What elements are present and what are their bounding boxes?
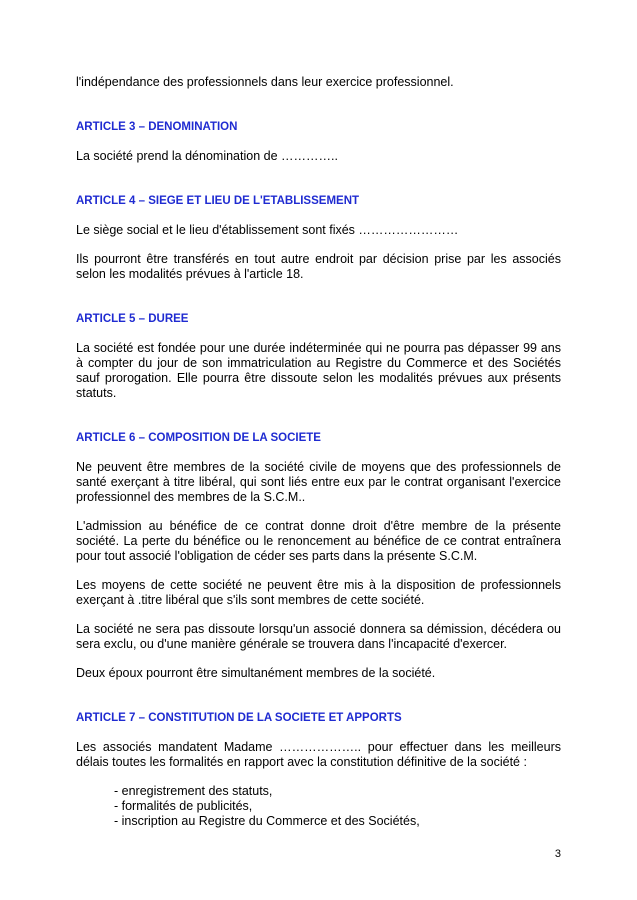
article-4-paragraph-2: Ils pourront être transférés en tout autre endroit par décision prise par les associés selon les modalités prévues à l'article 18.	[76, 252, 561, 281]
article-3-paragraph-1: La société prend la dénomination de …………..	[76, 149, 338, 163]
page-number: 3	[554, 848, 561, 860]
article-6-paragraph-2: L'admission au bénéfice de ce contrat donne droit d'être membre de la présente société. La perte du bénéfice ou le renoncement au bénéfice de ce contrat entraînera pour tout associé l'obligation de céder ses parts dans la présente S.C.M.	[76, 519, 561, 563]
article-3-heading: ARTICLE 3 – DENOMINATION	[76, 121, 238, 133]
intro-paragraph: l'indépendance des professionnels dans leur exercice professionnel.	[76, 75, 454, 89]
article-5-paragraph-1: La société est fondée pour une durée indéterminée qui ne pourra pas dépasser 99 ans à compter du jour de son immatriculation au Registre du Commerce et des Sociétés sauf prorogation. Elle pourra être dissoute selon les modalités prévues aux présents statuts.	[76, 341, 561, 400]
article-6-paragraph-3: Les moyens de cette société ne peuvent être mis à la disposition de professionnels exerçant à .titre libéral que s'ils sont membres de cette société.	[76, 578, 561, 607]
article-6-paragraph-4: La société ne sera pas dissoute lorsqu'un associé donnera sa démission, décédera ou sera exclu, ou d'une manière générale se trouvera dans l'incapacité d'exercer.	[76, 622, 561, 651]
list-item: - enregistrement des statuts,	[114, 784, 273, 798]
list-item: - inscription au Registre du Commerce et des Sociétés,	[114, 814, 420, 828]
article-6-paragraph-5: Deux époux pourront être simultanément membres de la société.	[76, 666, 436, 680]
article-5-heading: ARTICLE 5 – DUREE	[76, 313, 189, 325]
article-4-heading: ARTICLE 4 – SIEGE ET LIEU DE L'ETABLISSEMENT	[76, 195, 360, 207]
list-item: - formalités de publicités,	[114, 799, 253, 813]
article-7-paragraph-1: Les associés mandatent Madame ……………….. pour effectuer dans les meilleurs délais toutes les formalités en rapport avec la constitution définitive de la société :	[76, 740, 561, 769]
article-6-heading: ARTICLE 6 – COMPOSITION DE LA SOCIETE	[76, 432, 321, 444]
article-4-paragraph-1: Le siège social et le lieu d'établissement sont fixés ……………………	[76, 223, 459, 237]
page-content	[76, 75, 561, 829]
article-7-heading: ARTICLE 7 – CONSTITUTION DE LA SOCIETE ET APPORTS	[76, 712, 402, 724]
article-6-paragraph-1: Ne peuvent être membres de la société civile de moyens que des professionnels de santé exerçant à titre libéral, qui sont liés entre eux par le contrat organisant l'exercice professionnel des membres de la S.C.M..	[76, 460, 561, 504]
formalities-list	[114, 784, 561, 829]
